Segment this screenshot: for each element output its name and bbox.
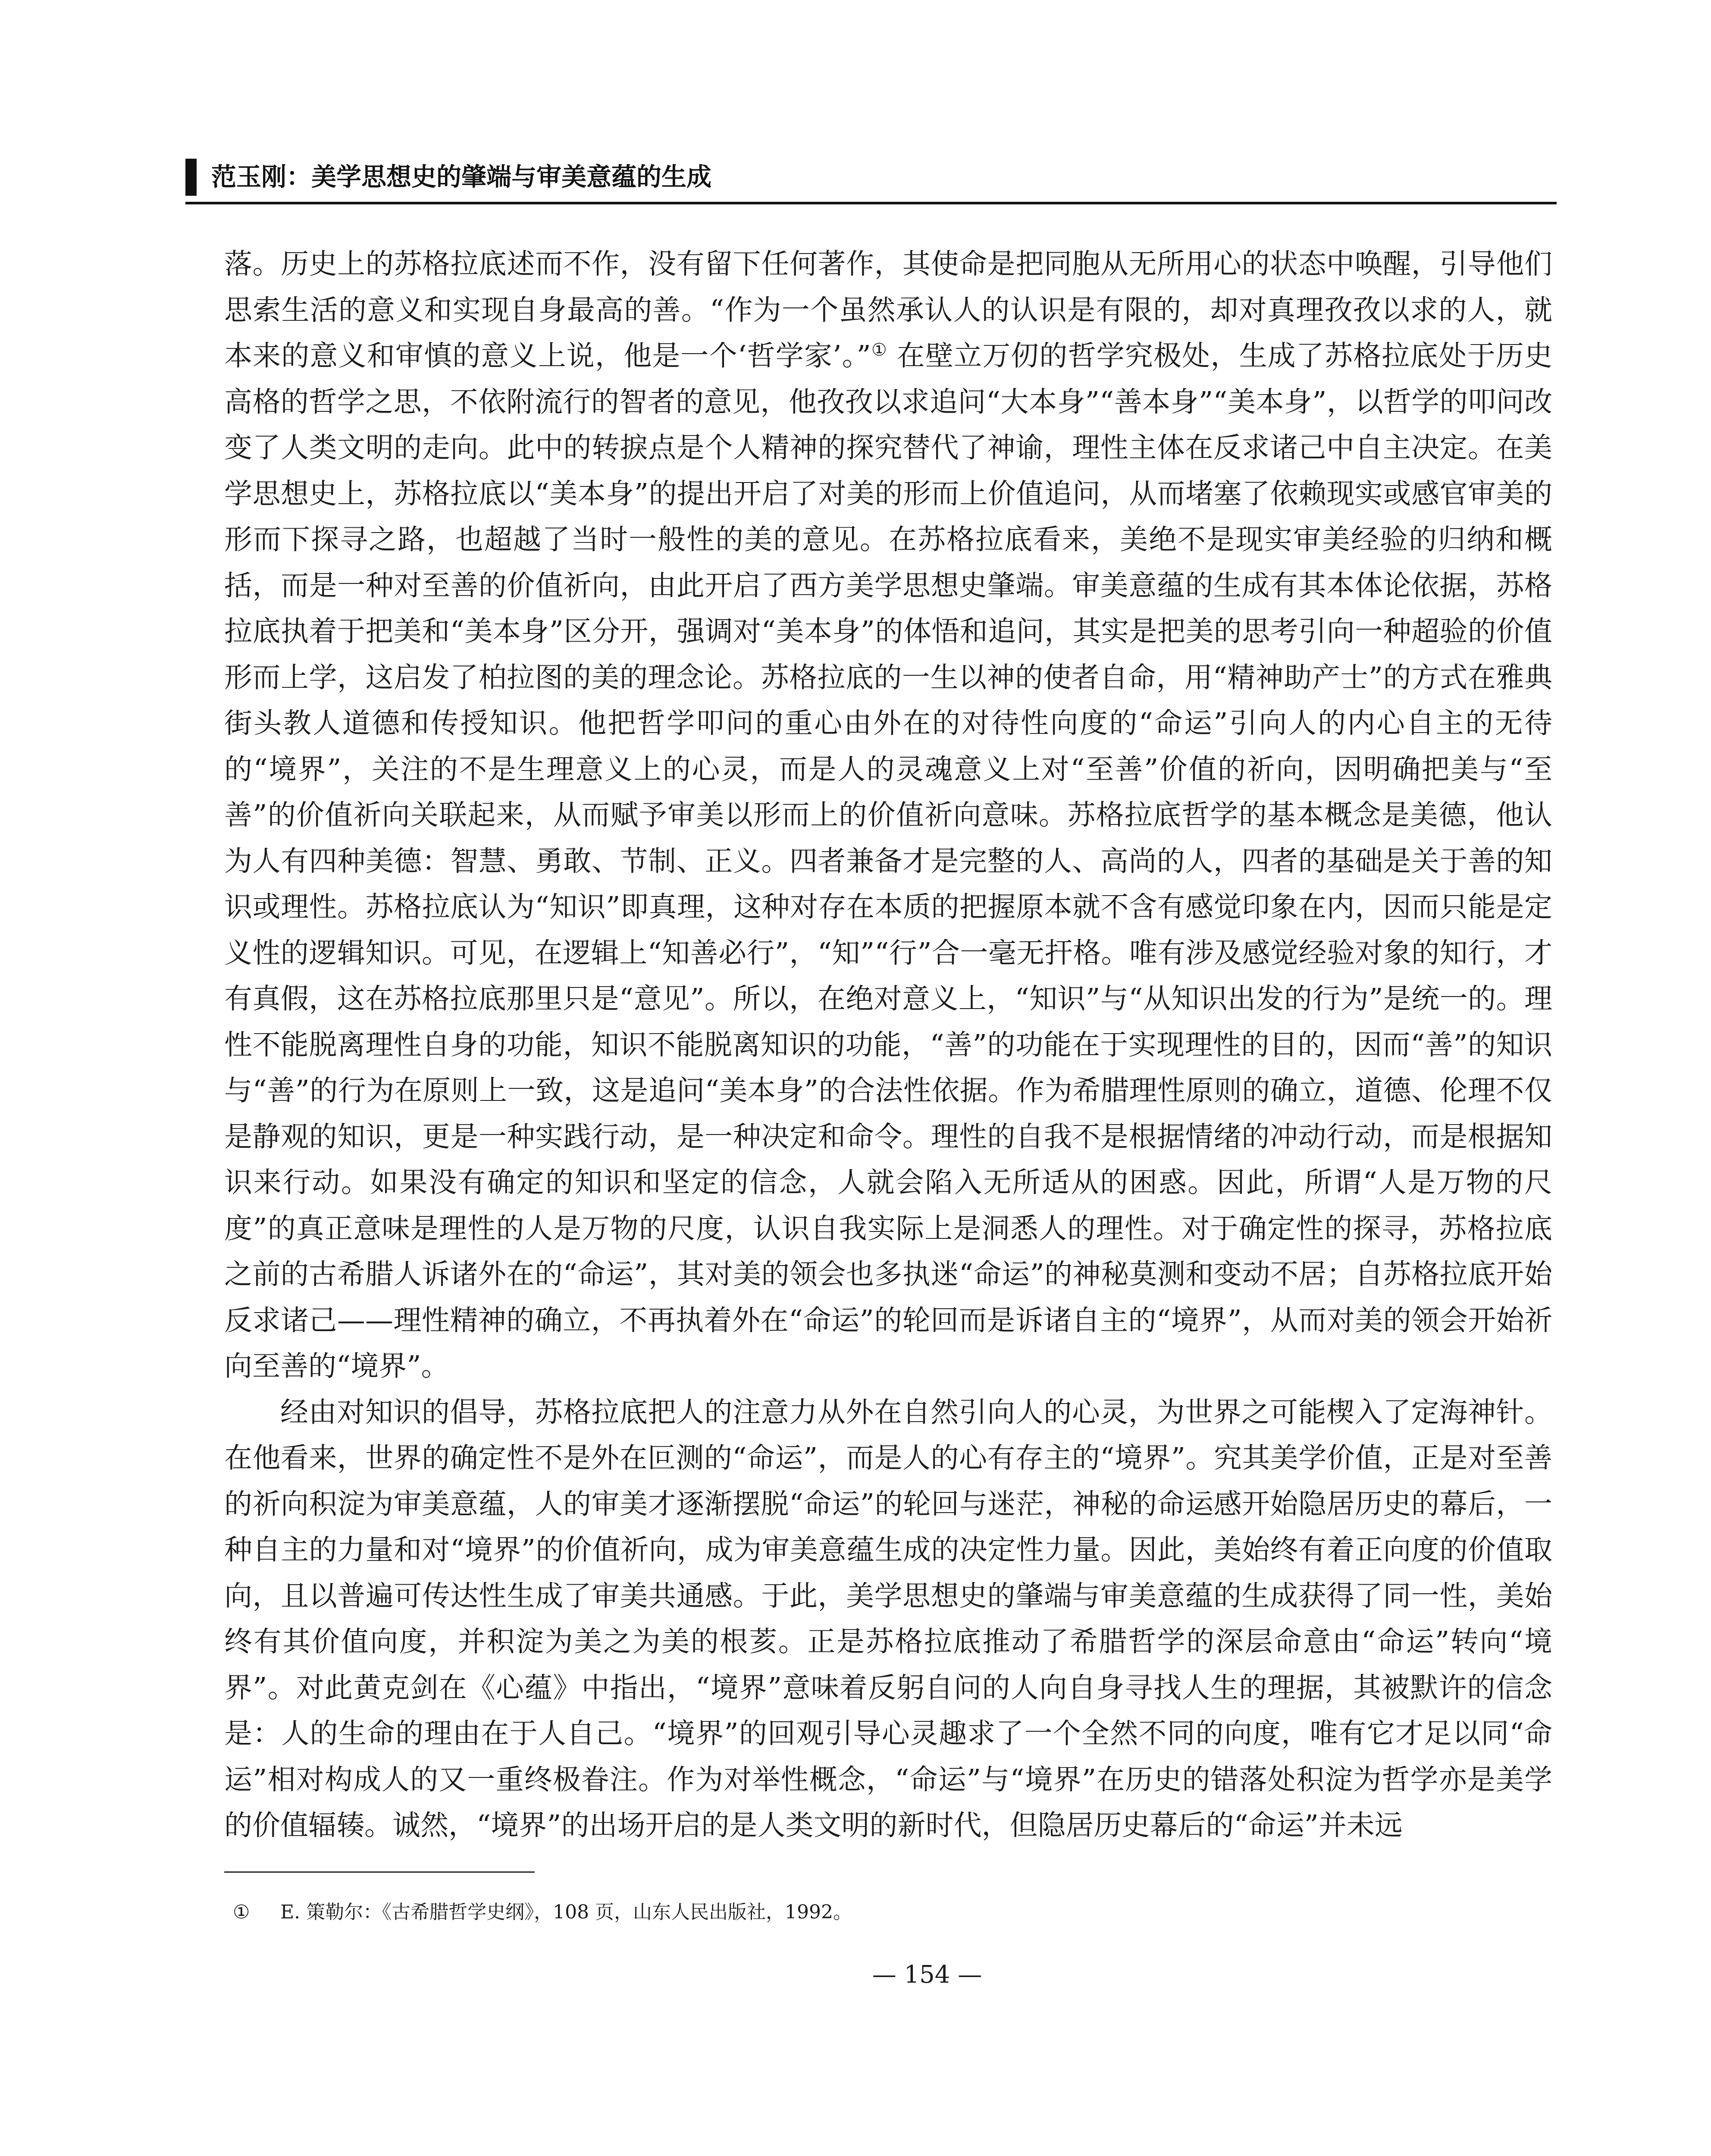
paragraph-2: 经由对知识的倡导，苏格拉底把人的注意力从外在自然引向人的心灵，为世界之可能楔入了定海神针。在他看来，世界的确定性不是外在叵测的“命运”，而是人的心有存主的“境界”。究其美学价值，正是对至善的祈向积淀为审美意蕴，人的审美才逐渐摆脱“命运”的轮回与迷茫，神秘的命运感开始隐居历史的幕后，一种自主的力量和对“境界”的价值祈向，成为审美意蕴生成的决定性力量。因此，美始终有着正向度的价值取向，且以普遍可传达性生成了审美共通感。于此，美学思想史的肇端与审美意蕴的生成获得了同一性，美始终有其价值向度，并积淀为美之为美的根荄。正是苏格拉底推动了希腊哲学的深层命意由“命运”转向“境界”。对此黄克剑在《心蕴》中指出，“境界”意味着反躬自问的人向自身寻找人生的理据，其被默许的信念是：人的生命的理由在于人自己。“境界”的回观引导心灵趣求了一个全然不同的向度，唯有它才足以同“命运”相对构成人的又一重终极眷注。作为对举性概念，“命运”与“境界”在历史的错落处积淀为哲学亦是美学的价值辐辏。诚然，“境界”的出场开启的是人类文明的新时代，但隐居历史幕后的“命运”并未远 [224,1396,1552,1842]
running-header-title: 范玉刚：美学思想史的肇端与审美意蕴的生成 [211,162,712,191]
header-marker-bar [185,159,197,196]
footnote-text: E. 策勒尔：《古希腊哲学史纲》，108 页，山东人民出版社，1992。 [280,1901,852,1923]
header-rule [185,202,1557,204]
running-header [185,155,1557,198]
paragraph-1-text-a: 落。历史上的苏格拉底述而不作，没有留下任何著作，其使命是把同胞从无所用心的状态中唤醒，引导他们思索生活的意义和实现自身最高的善。“作为一个虽然承认人的认识是有限的，却对真理孜孜以求的人，就本来的意义和审慎的意义上说，他是一个‘哲学家’。” [224,248,1552,372]
paragraph-1-text-b: 在壁立万仞的哲学究极处，生成了苏格拉底处于历史高格的哲学之思，不依附流行的智者的意见，他孜孜以求追问“大本身”“善本身”“美本身”，以哲学的叩问改变了人类文明的走向。此中的转捩点是个人精神的探究替代了神谕，理性主体在反求诸己中自主决定。在美学思想史上，苏格拉底以“美本身”的提出开启了对美的形而上价值追问，从而堵塞了依赖现实或感官审美的形而下探寻之路，也超越了当时一般性的美的意见。在苏格拉底看来，美绝不是现实审美经验的归纳和概括，而是一种对至善的价值祈向，由此开启了西方美学思想史肇端。审美意蕴的生成有其本体论依据，苏格拉底执着于把美和“美本身”区分开，强调对“美本身”的体悟和追问，其实是把美的思考引向一种超验的价值形而上学，这启发了柏拉图的美的理念论。苏格拉底的一生以神的使者自命，用“精神助产士”的方式在雅典街头教人道德和传授知识。他把哲学叩问的重心由外在的对待性向度的“命运”引向人的内心自主的无待的“境界”，关注的不是生理意义上的心灵，而是人的灵魂意义上对“至善”价值的祈向，因明确把美与“至善”的价值祈向关联起来，从而赋予审美以形而上的价值祈向意味。苏格拉底哲学的基本概念是美德，他认为人有四种美德：智慧、勇敢、节制、正义。四者兼备才是完整的人、高尚的人，四者的基础是关于善的知识或理性。苏格拉底认为“知识”即真理，这种对存在本质的把握原本就不含有感觉印象在内，因而只能是定义性的逻辑知识。可见，在逻辑上“知善必行”，“知”“行”合一毫无扞格。唯有涉及感觉经验对象的知行，才有真假，这在苏格拉底那里只是“意见”。所以，在绝对意义上，“知识”与“从知识出发的行为”是统一的。理性不能脱离理性自身的功能，知识不能脱离知识的功能，“善”的功能在于实现理性的目的，因而“善”的知识与“善”的行为在原则上一致，这是追问“美本身”的合法性依据。作为希腊理性原则的确立，道德、伦理不仅是静观的知识，更是一种实践行动，是一种决定和命令。理性的自我不是根据情绪的冲动行动，而是根据知识来行动。如果没有确定的知识和坚定的信念，人就会陷入无所适从的困惑。因此，所谓“人是万物的尺度”的真正意味是理性的人是万物的尺度，认识自我实际上是洞悉人的理性。对于确定性的探寻，苏格拉底之前的古希腊人诉诸外在的“命运”，其对美的领会也多执迷“命运”的神秘莫测和变动不居；自苏格拉底开始反求诸己——理性精神的确立，不再执着外在“命运”的轮回而是诉诸自主的“境界”，从而对美的领会开始祈向至善的“境界”。 [224,340,1552,1382]
footnote-reference[interactable]: ① [871,340,887,360]
page-number: — 154 — [872,1961,982,1989]
article-body [224,241,1552,1849]
footnote-rule [224,1871,535,1873]
paragraph-1 [224,241,1552,1390]
footnote [233,1895,1526,1930]
footnote-mark: ① [233,1901,250,1923]
